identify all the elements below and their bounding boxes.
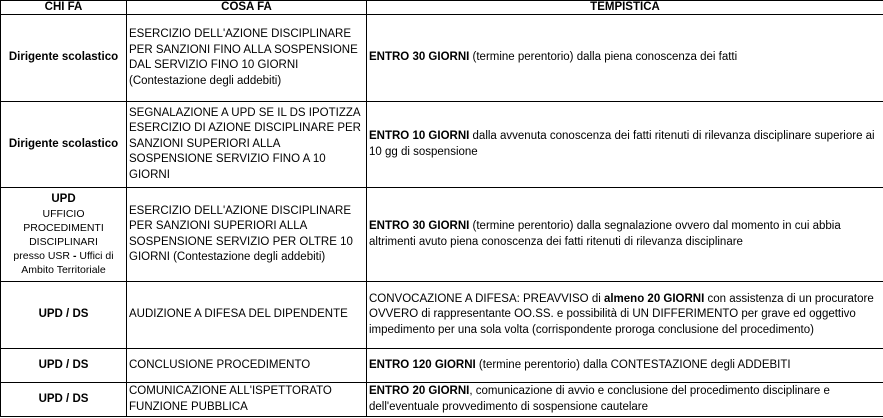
row-when-deadline: ENTRO 120 GIORNI [369,358,476,371]
row-when-detail: (termine perentorio) dalla CONTESTAZIONE degli ADDEBITI [475,358,791,371]
row-when [367,383,883,417]
row-what: SEGNALAZIONE A UPD SE IL DS IPOTIZZA ESERCIZIO DI AZIONE DISCIPLINARE PER SANZIONI SUPERIORI ALLA SOSPENSIONE SERVIZIO FINO A 10 GIORNI [127,102,367,188]
row-when [367,15,883,102]
row-who: Dirigente scolastico [1,102,127,188]
row-when [367,102,883,188]
table-row [1,282,883,349]
row-who-office: UFFICIO PROCEDIMENTI DISCIPLINARI [23,208,104,249]
row-when-deadline: almeno 20 GIORNI [603,292,705,305]
row-who: UPD / DS [1,282,127,349]
row-who: UPD / DS [1,349,127,383]
table-row [1,383,883,417]
table-row [1,15,883,102]
table-row [1,188,883,282]
row-who-location: presso USR - Uffici di Ambito Territoriale [13,250,114,277]
row-who: Dirigente scolastico [1,15,127,102]
row-when [367,282,883,349]
row-when-deadline: ENTRO 30 GIORNI [369,220,470,232]
row-when-detail: (termine perentorio) dalla piena conoscenza dei fatti [469,51,738,64]
row-what: ESERCIZIO DELL'AZIONE DISCIPLINARE PER SANZIONI SUPERIORI ALLA SOSPENSIONE SERVIZIO PER OLTRE 10 GIORNI (Contestazione degli addebiti) [127,188,367,282]
header-who: CHI FA [1,1,127,15]
row-when-detail: con assistenza di un procuratore OVVERO di rappresentante OO.SS. e possibilità di UN DIFFERIMENTO per grave ed oggettivo impedimento per una sola volta (corrispondente proroga conclusione del procedimento) [369,292,874,336]
table-row [1,349,883,383]
row-what: ESERCIZIO DELL'AZIONE DISCIPLINARE PER SANZIONI FINO ALLA SOSPENSIONE DAL SERVIZIO FINO 10 GIORNI (Contestazione degli addebiti) [127,15,367,102]
row-when-detail: , comunicazione di avvio e conclusione del procedimento disciplinare e dell'eventuale provvedimento di sospensione cautelare [369,385,830,413]
row-who-acronym: UPD [51,192,76,205]
row-when-deadline: ENTRO 20 GIORNI [369,385,470,397]
row-when [367,349,883,383]
row-who: UPD / DS [1,383,127,417]
row-what: COMUNICAZIONE ALL'ISPETTORATO FUNZIONE PUBBLICA [127,383,367,417]
row-what: CONCLUSIONE PROCEDIMENTO [127,349,367,383]
row-when-deadline: ENTRO 30 GIORNI [369,51,470,64]
header-row [1,1,883,15]
row-when [367,188,883,282]
header-what: COSA FA [127,1,367,15]
row-when-prefix: CONVOCAZIONE A DIFESA: PREAVVISO di [369,292,604,305]
row-when-detail: dalla avvenuta conoscenza dei fatti ritenuti di rilevanza disciplinare superiore ai 10 gg di sospensione [369,130,875,158]
row-when-deadline: ENTRO 10 GIORNI [369,130,470,142]
table-row [1,102,883,188]
header-when: TEMPISTICA [367,1,883,15]
row-who [1,188,127,282]
row-when-detail: (termine perentorio) dalla segnalazione ovvero dal momento in cui abbia altrimenti avuto piena conoscenza dei fatti ritenuti di rilevanza disciplinare [369,220,841,248]
row-what: AUDIZIONE A DIFESA DEL DIPENDENTE [127,282,367,349]
